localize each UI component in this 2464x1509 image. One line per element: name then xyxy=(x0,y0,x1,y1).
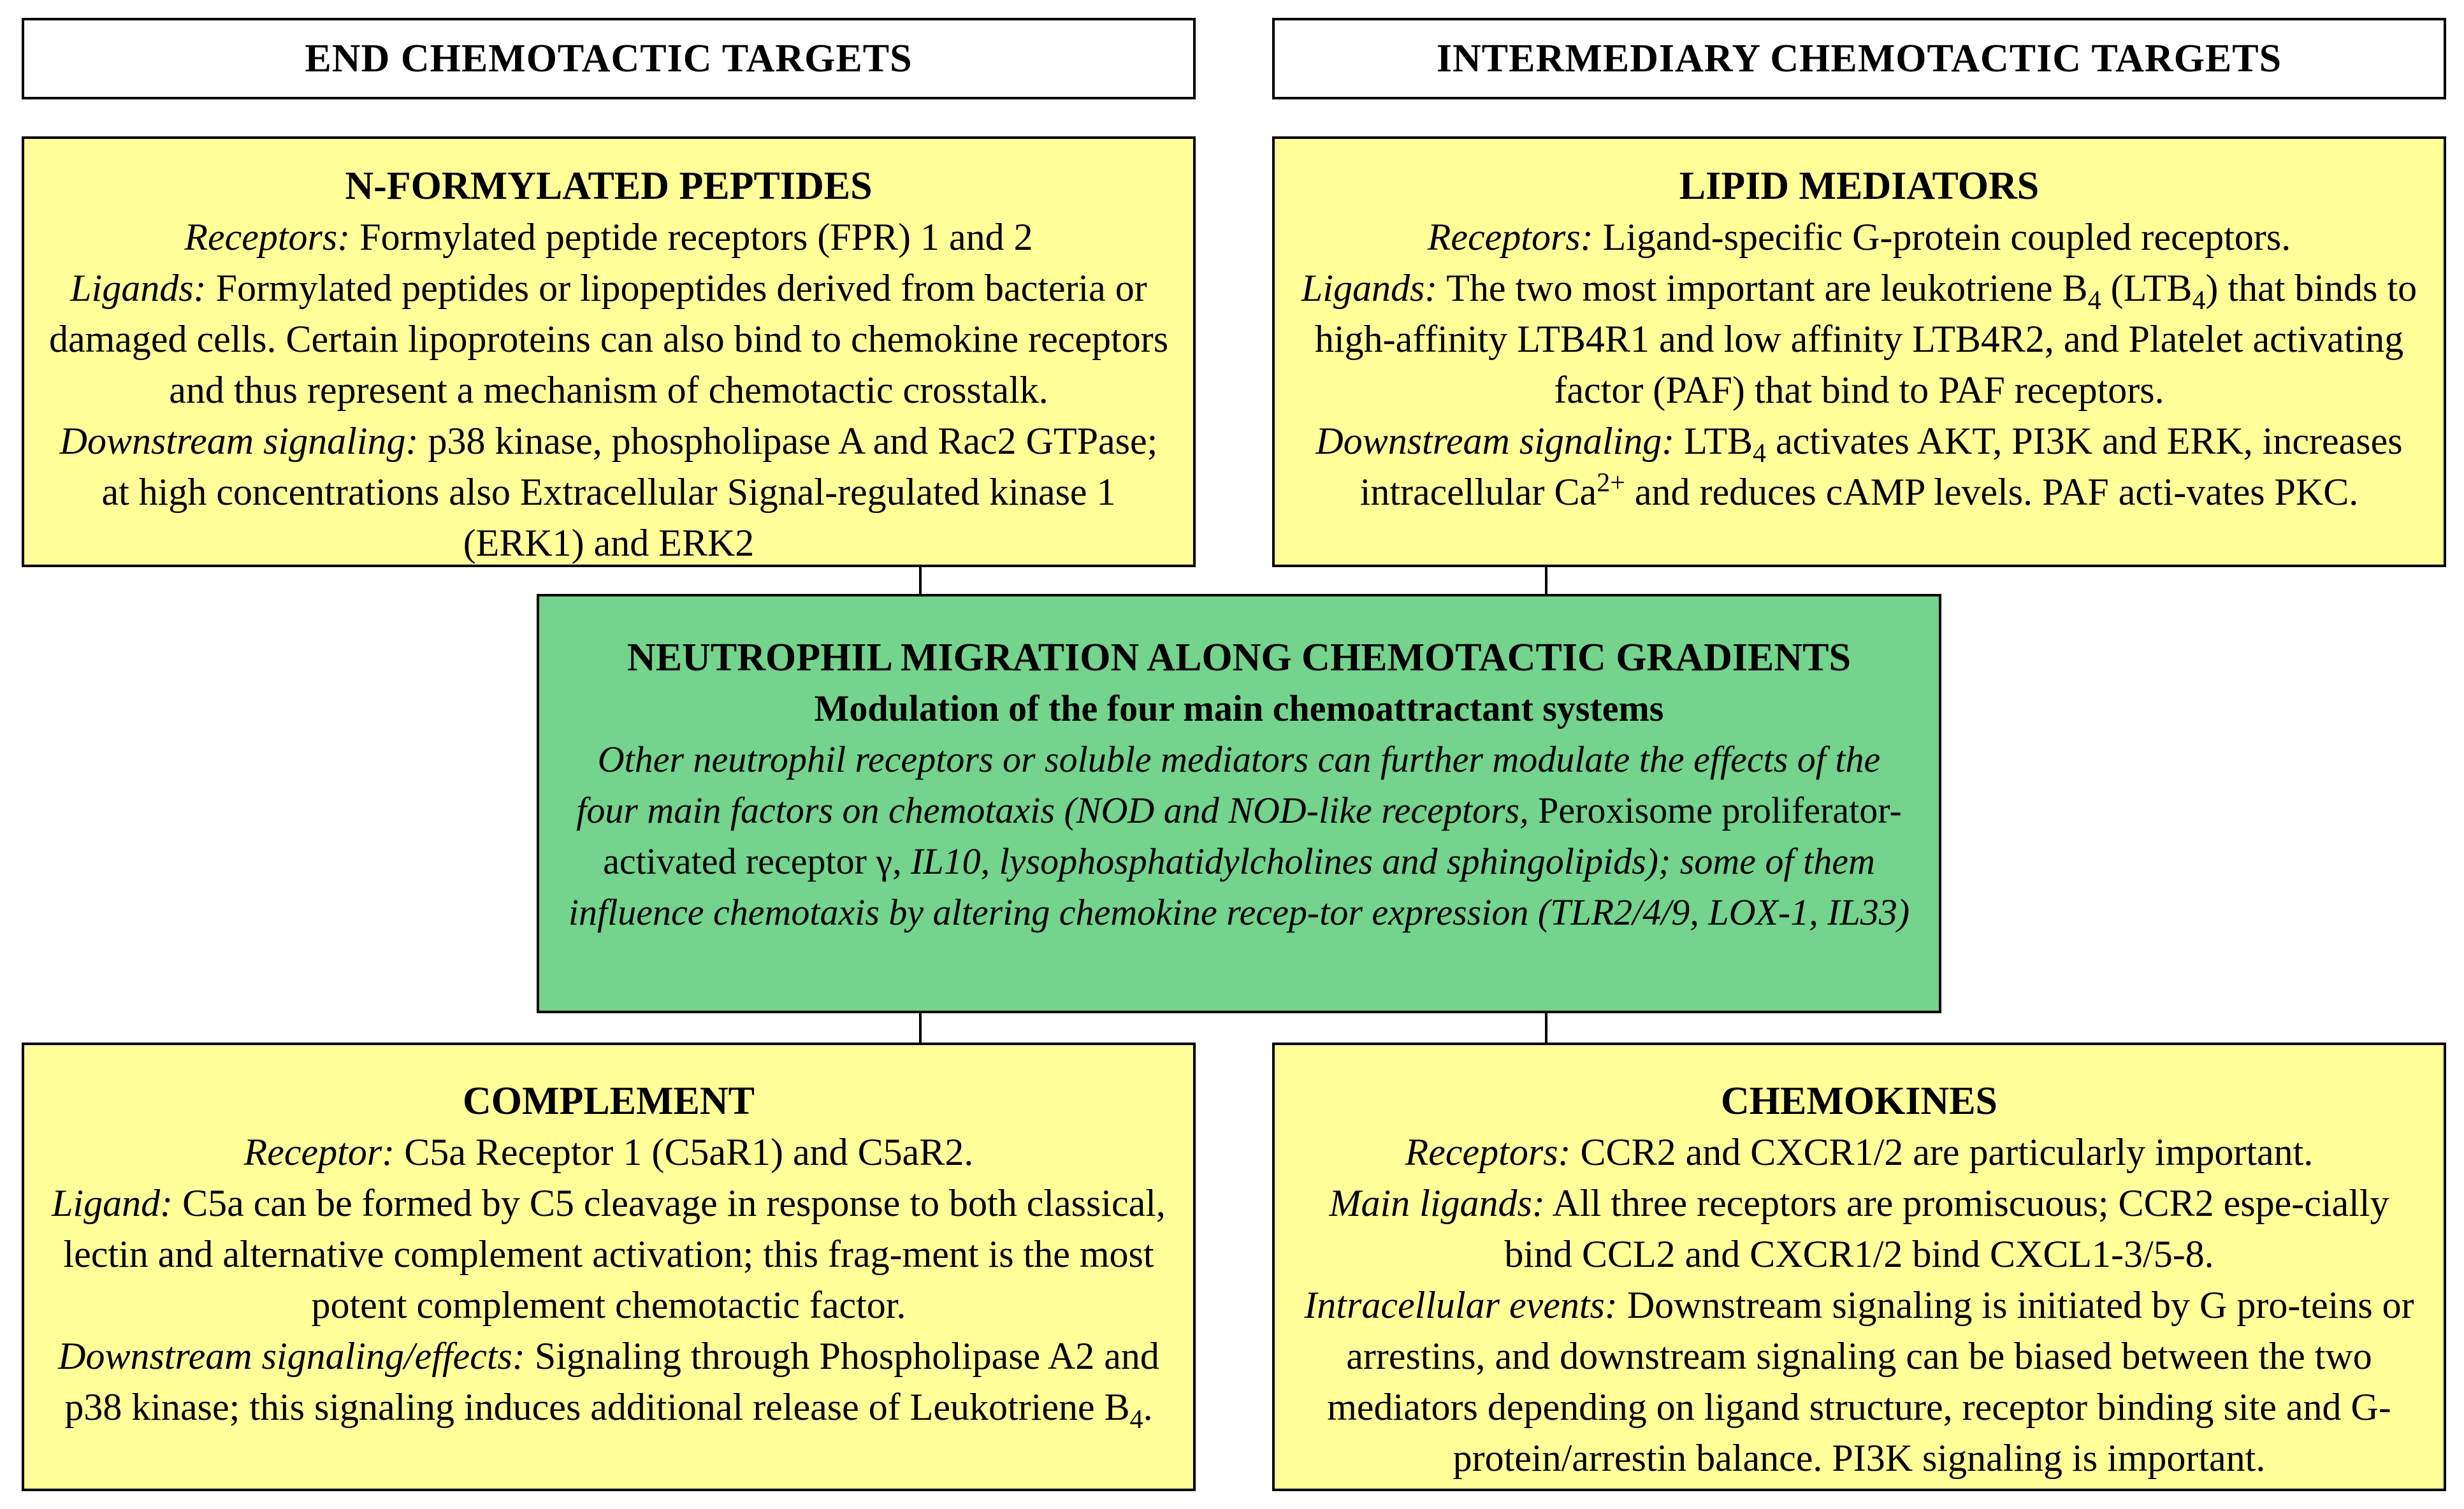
lipid-signaling-sup-ca: 2+ xyxy=(1597,468,1625,498)
header-intermediary-chemotactic-targets xyxy=(1272,18,2446,99)
complement-ligand-text: C5a can be formed by C5 cleavage in response to both classical, lectin and alternative complement activation; this frag-ment is the most potent complement chemotactic factor. xyxy=(63,1182,1166,1326)
center-title: NEUTROPHIL MIGRATION ALONG CHEMOTACTIC GRADIENTS xyxy=(627,636,1851,679)
lipid-signaling-text-c: and reduces cAMP levels. PAF acti-vates PKC. xyxy=(1625,471,2359,513)
header-left-label: END CHEMOTACTIC TARGETS xyxy=(305,36,913,80)
chemokines-events-label: Intracellular events: xyxy=(1304,1284,1618,1326)
header-right-label: INTERMEDIARY CHEMOTACTIC TARGETS xyxy=(1436,36,2282,80)
lipid-signaling-sub-4: 4 xyxy=(1752,439,1766,468)
lipid-ligands xyxy=(1294,263,2424,415)
lipid-ligands-sub-4a: 4 xyxy=(2087,286,2101,315)
complement-signaling-text-b: . xyxy=(1143,1386,1153,1428)
lipid-signaling-text-b: activates AKT, PI3K and ERK, increases intracellular Ca xyxy=(1359,420,2403,513)
center-neutrophil-migration xyxy=(537,594,1941,1013)
lipid-ligands-text-c: ) that binds to high-affinity LTB4R1 and low affinity LTB4R2, and Platelet activating factor (PAF) that bind to PAF receptors. xyxy=(1314,267,2417,411)
center-body-b: Peroxisome proliferator-activated receptor γ, xyxy=(603,790,1902,882)
complement-ligand xyxy=(43,1178,1174,1331)
nfp-signaling xyxy=(43,415,1174,568)
nfp-signaling-text: p38 kinase, phospholipase A and Rac2 GTPase; at high concentrations also Extracellular Signal-regulated kinase 1 (ERK1) and ERK2 xyxy=(101,420,1158,564)
complement-ligand-label: Ligand: xyxy=(52,1182,173,1224)
complement-receptor xyxy=(43,1127,1174,1178)
nfp-receptors-text: Formylated peptide receptors (FPR) 1 and 2 xyxy=(359,216,1033,258)
complement-signaling xyxy=(43,1331,1174,1433)
chemokines-ligands-text: All three receptors are promiscuous; CCR2 espe-cially bind CCL2 and CXCR1/2 bind CXCL1-3/5-8. xyxy=(1504,1182,2389,1275)
chemokines-ligands-label: Main ligands: xyxy=(1329,1182,1545,1224)
lipid-ligands-text-b: (LTB xyxy=(2101,267,2192,309)
complement-signaling-sub-4: 4 xyxy=(1129,1405,1143,1434)
lipid-ligands-sub-4b: 4 xyxy=(2192,286,2206,315)
chemokines-title: CHEMOKINES xyxy=(1720,1079,1998,1123)
complement-receptor-text: C5a Receptor 1 (C5aR1) and C5aR2. xyxy=(404,1131,974,1173)
nfp-title: N-FORMYLATED PEPTIDES xyxy=(345,164,873,208)
lipid-receptors xyxy=(1294,212,2424,263)
lipid-signaling-label: Downstream signaling: xyxy=(1315,420,1675,462)
nfp-receptors xyxy=(43,212,1174,263)
panel-lipid-mediators xyxy=(1272,136,2446,567)
chemokines-events-text: Downstream signaling is initiated by G pro-teins or arrestins, and downstream signaling can be biased between the two mediators depending on ligand structure, receptor binding site and G-protein/arrestin balance. PI3K signaling is important. xyxy=(1327,1284,2414,1479)
header-end-chemotactic-targets xyxy=(22,18,1196,99)
connector-top-right xyxy=(1545,567,1547,594)
nfp-receptors-label: Receptors: xyxy=(184,216,351,258)
connector-top-left xyxy=(919,567,922,594)
center-body-a: Other neutrophil receptors or soluble mediators can further modulate the effects of the four main factors on chemotaxis (NOD and NOD-like receptors, xyxy=(576,739,1881,831)
connector-bottom-left xyxy=(919,1013,922,1043)
nfp-ligands-text: Formylated peptides or lipopeptides derived from bacteria or damaged cells. Certain lipoproteins can also bind to chemokine receptors and thus represent a mechanism of chemotactic crosstalk. xyxy=(48,267,1169,411)
chemokines-ligands xyxy=(1294,1178,2424,1280)
chemokines-receptors-label: Receptors: xyxy=(1405,1131,1571,1173)
complement-signaling-label: Downstream signaling/effects: xyxy=(58,1335,525,1377)
lipid-title: LIPID MEDIATORS xyxy=(1679,164,2040,208)
connector-bottom-right xyxy=(1545,1013,1547,1043)
chemokines-events xyxy=(1294,1280,2424,1484)
panel-chemokines xyxy=(1272,1043,2446,1491)
lipid-ligands-label: Ligands: xyxy=(1301,267,1438,309)
complement-receptor-label: Receptor: xyxy=(243,1131,395,1173)
center-body-c: IL10, lysophosphatidylcholines and sphingolipids); some of them influence chemotaxis by altering chemokine recep-tor expression (TLR2/4/9, LOX-1, IL33) xyxy=(568,841,1910,933)
complement-title: COMPLEMENT xyxy=(462,1079,755,1123)
lipid-ligands-text-a: The two most important are leukotriene B xyxy=(1446,267,2088,309)
lipid-receptors-label: Receptors: xyxy=(1427,216,1593,258)
center-subtitle: Modulation of the four main chemoattractant systems xyxy=(814,688,1664,729)
center-body xyxy=(565,734,1913,938)
nfp-signaling-label: Downstream signaling: xyxy=(59,420,419,462)
panel-n-formylated-peptides xyxy=(22,136,1196,567)
chemokines-receptors-text: CCR2 and CXCR1/2 are particularly important. xyxy=(1580,1131,2314,1173)
lipid-receptors-text: Ligand-specific G-protein coupled receptors. xyxy=(1602,216,2291,258)
nfp-ligands xyxy=(43,263,1174,415)
lipid-signaling xyxy=(1294,415,2424,517)
nfp-ligands-label: Ligands: xyxy=(70,267,207,309)
lipid-signaling-text-a: LTB xyxy=(1684,420,1753,462)
panel-complement xyxy=(22,1043,1196,1491)
chemokines-receptors xyxy=(1294,1127,2424,1178)
complement-signaling-text-a: Signaling through Phospholipase A2 and p38 kinase; this signaling induces additional release of Leukotriene B xyxy=(64,1335,1159,1428)
